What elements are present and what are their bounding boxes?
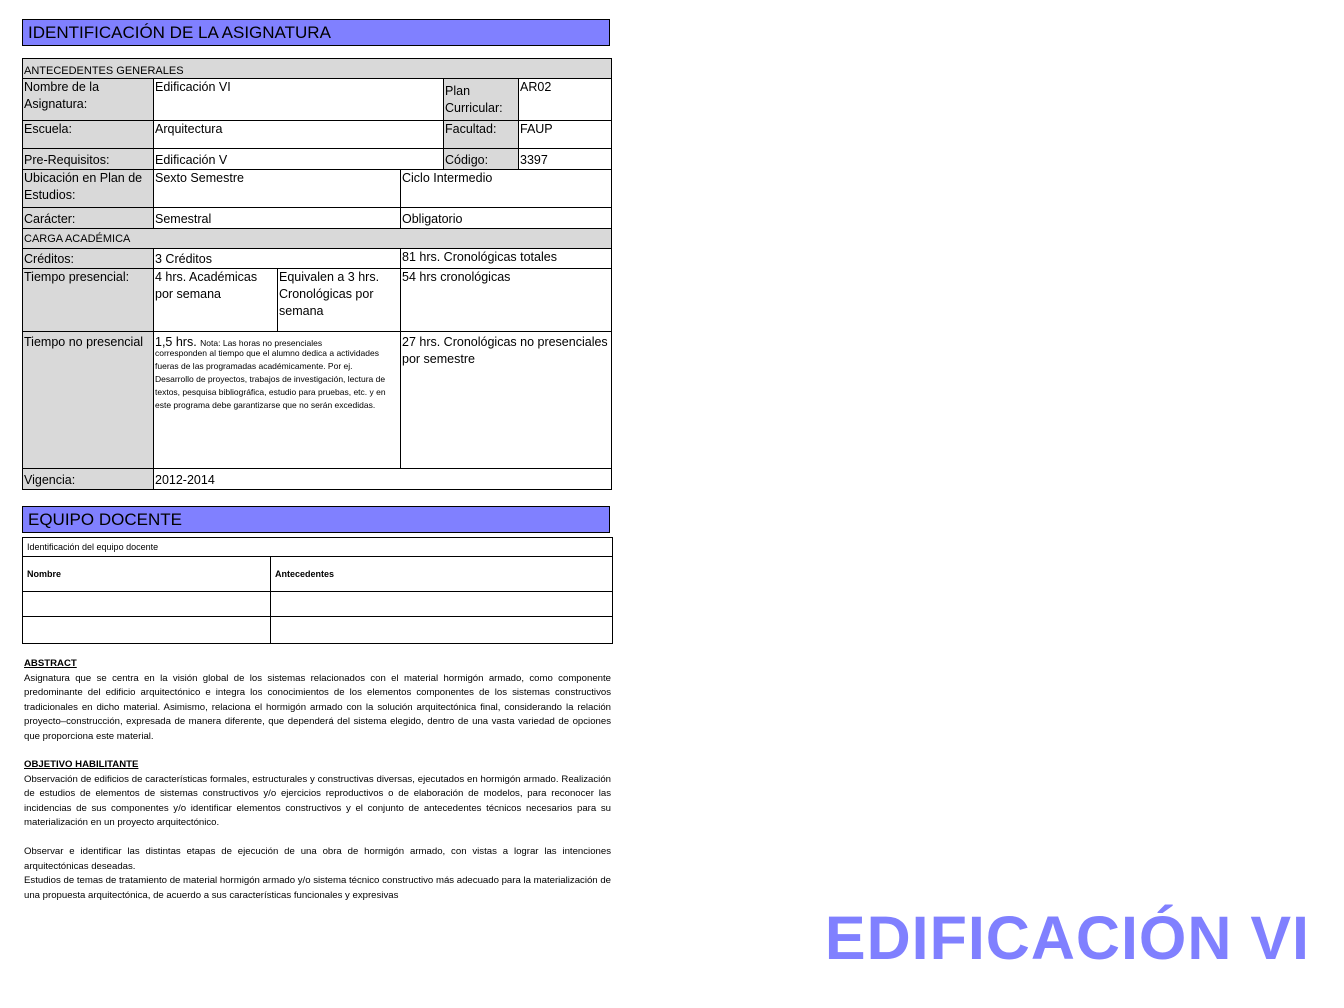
caracter-label: Carácter: (23, 208, 154, 229)
antecedentes-heading: ANTECEDENTES GENERALES (23, 59, 612, 79)
creditos-label: Créditos: (23, 249, 154, 269)
no-presencial-cell (154, 332, 401, 469)
nota-head: Nota: Las horas no presenciales (200, 338, 323, 348)
nota-text: corresponden al tiempo que el alumno dedica a actividades fueras de las programadas académicamente. Por ej. Desarrollo de proyectos, trabajos de investigación, lectura de textos, pesquisa bibliográfica, estudio para pruebas, etc. y en este programa debe garantizarse que no serán excedidas. (155, 348, 386, 410)
obligatorio-value: Obligatorio (401, 208, 612, 229)
vigencia-label: Vigencia: (23, 469, 154, 490)
section-title-equipo: EQUIPO DOCENTE (22, 506, 610, 533)
caracter-value: Semestral (154, 208, 401, 229)
codigo-value: 3397 (519, 149, 612, 170)
no-presencial-crono: 27 hrs. Cronológicas no presenciales por semestre (401, 332, 612, 469)
equipo-cell-antecedentes-1[interactable] (271, 592, 613, 617)
prereq-value: Edificación V (154, 149, 444, 170)
equipo-cell-antecedentes-2[interactable] (271, 617, 613, 644)
presencial-value: 4 hrs. Académicas por semana (154, 269, 278, 332)
objetivo-p2: Observar e identificar las distintas etapas de ejecución de una obra de hormigón armado, con vistas a lograr las intenciones arquitectónicas deseadas. (24, 846, 611, 872)
abstract-text: Asignatura que se centra en la visión global de los sistemas relacionados con el material hormigón armado, como componente predominante del edificio arquitectónico e integra los conocimientos de los elementos componentes de los sistemas constructivos tradicionales en dicho material. Asimismo, relaciona el hormigón armado con la solución arquitectónica final, considerando la relación proyecto–construcción, expresada de manera diferente, que dependerá del sistema elegido, dentro de una vasta variedad de opciones que proporciona este material. (24, 672, 611, 742)
nombre-label: Nombre de la Asignatura: (23, 79, 154, 121)
creditos-value: 3 Créditos (154, 249, 401, 269)
equivalen-value: Equivalen a 3 hrs. Cronológicas por semana (278, 269, 401, 332)
totales-value: 81 hrs. Cronológicas totales (401, 249, 612, 269)
objetivo-section (24, 758, 611, 903)
codigo-label: Código: (444, 149, 519, 170)
vigencia-value: 2012-2014 (154, 469, 612, 490)
objetivo-p3: Estudios de temas de tratamiento de material hormigón armado y/o sistema técnico constructivo más adecuado para la materialización de una propuesta arquitectónica, de acuerdo a sus características funcionales y expresivas (24, 875, 611, 901)
equipo-cell-nombre-1[interactable] (23, 592, 271, 617)
objetivo-title: OBJETIVO HABILITANTE (24, 759, 139, 770)
no-presencial-label: Tiempo no presencial (23, 332, 154, 469)
section-title-identificacion: IDENTIFICACIÓN DE LA ASIGNATURA (22, 19, 610, 46)
objetivo-p1: Observación de edificios de características formales, estructurales y constructivas diversas, ejecutados en hormigón armado. Realización de estudios de elementos de sistemas constructivos y/o ejercicios reproductivos o de elaboración de modelos, para reconocer las incidencias de sus componentes y/o identificar elementos constructivos y el conjunto de antecedentes técnicos necesarios para su materialización en un proyecto arquitectónico. (24, 773, 611, 828)
antecedentes-table (22, 58, 612, 490)
prereq-label: Pre-Requisitos: (23, 149, 154, 170)
nombre-value: Edificación VI (154, 79, 444, 121)
presencial-crono: 54 hrs cronológicas (401, 269, 612, 332)
ciclo-value: Ciclo Intermedio (401, 170, 612, 208)
carga-heading: CARGA ACADÉMICA (23, 229, 612, 249)
ubicacion-label: Ubicación en Plan de Estudios: (23, 170, 154, 208)
equipo-table (22, 537, 613, 644)
equipo-heading: Identificación del equipo docente (23, 538, 613, 557)
escuela-value: Arquitectura (154, 121, 444, 149)
abstract-section (24, 657, 611, 744)
plan-label: Plan Curricular: (444, 79, 519, 121)
facultad-value: FAUP (519, 121, 612, 149)
course-title: EDIFICACIÓN VI (824, 904, 1310, 972)
presencial-label: Tiempo presencial: (23, 269, 154, 332)
no-presencial-value: 1,5 hrs. (155, 335, 197, 349)
facultad-label: Facultad: (444, 121, 519, 149)
escuela-label: Escuela: (23, 121, 154, 149)
abstract-title: ABSTRACT (24, 658, 77, 669)
col-nombre: Nombre (23, 557, 271, 592)
col-antecedentes: Antecedentes (271, 557, 613, 592)
plan-value: AR02 (519, 79, 612, 121)
ubicacion-value: Sexto Semestre (154, 170, 401, 208)
equipo-cell-nombre-2[interactable] (23, 617, 271, 644)
